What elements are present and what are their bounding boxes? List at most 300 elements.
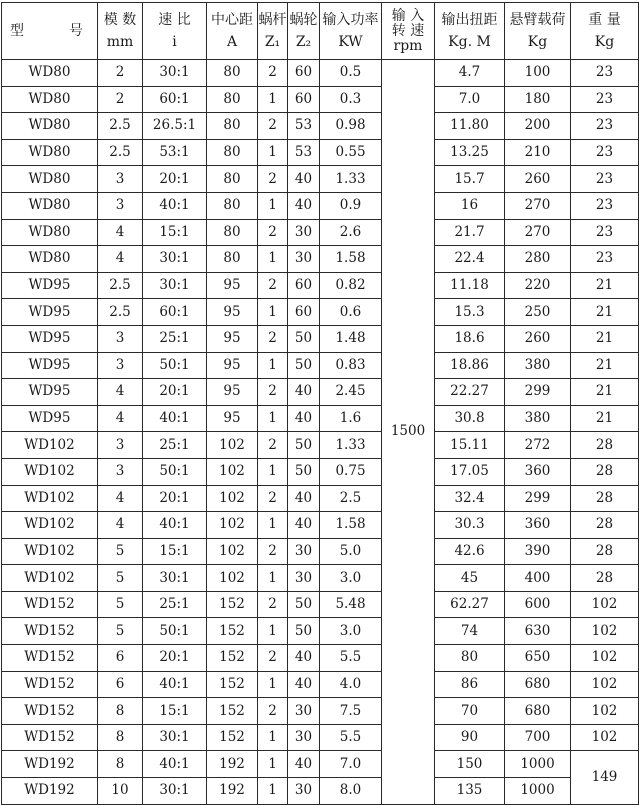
cell-model: WD152 (2, 671, 98, 698)
cell-modulus: 3 (98, 325, 143, 352)
cell-ratio: 50:1 (143, 618, 207, 645)
cell-weight: 102 (571, 724, 639, 751)
cell-worm-z1: 2 (258, 272, 288, 299)
cell-worm-z1: 2 (258, 325, 288, 352)
table-row (2, 379, 639, 406)
cell-cantilever-load: 380 (505, 352, 571, 379)
cell-weight: 28 (571, 432, 639, 459)
table-row (2, 778, 639, 805)
cell-output-torque: 4.7 (435, 60, 505, 87)
cell-weight: 102 (571, 591, 639, 618)
table-row (2, 166, 639, 193)
cell-modulus: 2.5 (98, 113, 143, 140)
cell-wheel-z2: 40 (288, 485, 320, 512)
cell-cantilever-load: 280 (505, 246, 571, 273)
cell-output-torque: 32.4 (435, 485, 505, 512)
cell-modulus: 10 (98, 778, 143, 805)
cell-cantilever-load: 1000 (505, 751, 571, 778)
table-body (2, 60, 639, 805)
cell-model: WD102 (2, 512, 98, 539)
table-row (2, 618, 639, 645)
cell-worm-z1: 2 (258, 591, 288, 618)
cell-output-torque: 13.25 (435, 139, 505, 166)
table-row (2, 219, 639, 246)
cell-input-power: 2.6 (320, 219, 382, 246)
cell-wheel-z2: 60 (288, 86, 320, 113)
table-row (2, 139, 639, 166)
cell-input-power: 1.58 (320, 246, 382, 273)
cell-output-torque: 86 (435, 671, 505, 698)
table-row (2, 591, 639, 618)
cell-modulus: 8 (98, 751, 143, 778)
cell-cantilever-load: 180 (505, 86, 571, 113)
cell-input-power: 7.5 (320, 698, 382, 725)
cell-worm-z1: 1 (258, 299, 288, 326)
cell-weight: 28 (571, 458, 639, 485)
cell-output-torque: 70 (435, 698, 505, 725)
cell-input-power: 0.75 (320, 458, 382, 485)
cell-weight: 28 (571, 512, 639, 539)
cell-worm-z1: 1 (258, 192, 288, 219)
cell-output-torque: 15.11 (435, 432, 505, 459)
table-row (2, 432, 639, 459)
cell-input-power: 1.33 (320, 432, 382, 459)
cell-input-power: 0.5 (320, 60, 382, 87)
cell-wheel-z2: 40 (288, 192, 320, 219)
cell-ratio: 20:1 (143, 379, 207, 406)
cell-wheel-z2: 40 (288, 751, 320, 778)
cell-center-distance: 192 (207, 778, 258, 805)
cell-input-power: 5.5 (320, 645, 382, 672)
table-row (2, 272, 639, 299)
table-row (2, 751, 639, 778)
cell-model: WD102 (2, 485, 98, 512)
cell-model: WD95 (2, 352, 98, 379)
cell-wheel-z2: 50 (288, 618, 320, 645)
cell-weight: 21 (571, 299, 639, 326)
cell-output-torque: 16 (435, 192, 505, 219)
cell-modulus: 5 (98, 538, 143, 565)
cell-output-torque: 30.3 (435, 512, 505, 539)
cell-center-distance: 192 (207, 751, 258, 778)
cell-output-torque: 18.86 (435, 352, 505, 379)
table-row (2, 192, 639, 219)
cell-output-torque: 21.7 (435, 219, 505, 246)
cell-model: WD80 (2, 139, 98, 166)
cell-modulus: 2.5 (98, 139, 143, 166)
cell-ratio: 15:1 (143, 219, 207, 246)
cell-cantilever-load: 600 (505, 591, 571, 618)
cell-input-power: 3.0 (320, 618, 382, 645)
cell-wheel-z2: 30 (288, 724, 320, 751)
cell-weight: 23 (571, 192, 639, 219)
cell-cantilever-load: 299 (505, 379, 571, 406)
cell-center-distance: 102 (207, 485, 258, 512)
cell-modulus: 2 (98, 60, 143, 87)
reducer-spec-table (1, 2, 639, 805)
cell-weight: 21 (571, 272, 639, 299)
cell-center-distance: 95 (207, 352, 258, 379)
cell-input-power: 8.0 (320, 778, 382, 805)
cell-worm-z1: 1 (258, 671, 288, 698)
cell-worm-z1: 1 (258, 751, 288, 778)
cell-modulus: 4 (98, 512, 143, 539)
cell-input-power: 0.98 (320, 113, 382, 140)
cell-modulus: 8 (98, 724, 143, 751)
cell-worm-z1: 2 (258, 113, 288, 140)
cell-output-torque: 22.27 (435, 379, 505, 406)
cell-ratio: 15:1 (143, 698, 207, 725)
table-row (2, 405, 639, 432)
cell-model: WD102 (2, 538, 98, 565)
cell-ratio: 40:1 (143, 751, 207, 778)
cell-modulus: 8 (98, 698, 143, 725)
cell-center-distance: 152 (207, 671, 258, 698)
table-row (2, 724, 639, 751)
cell-output-torque: 30.8 (435, 405, 505, 432)
cell-wheel-z2: 50 (288, 432, 320, 459)
cell-wheel-z2: 50 (288, 458, 320, 485)
cell-ratio: 30:1 (143, 565, 207, 592)
cell-weight: 21 (571, 352, 639, 379)
col-header-weight: 重 量 Kg (571, 3, 639, 60)
cell-cantilever-load: 650 (505, 645, 571, 672)
table-row (2, 538, 639, 565)
cell-center-distance: 152 (207, 698, 258, 725)
cell-cantilever-load: 360 (505, 512, 571, 539)
cell-model: WD192 (2, 751, 98, 778)
table-row (2, 86, 639, 113)
cell-center-distance: 80 (207, 139, 258, 166)
cell-worm-z1: 2 (258, 379, 288, 406)
cell-worm-z1: 1 (258, 139, 288, 166)
cell-model: WD102 (2, 432, 98, 459)
cell-input-power: 0.55 (320, 139, 382, 166)
cell-cantilever-load: 380 (505, 405, 571, 432)
table-row (2, 512, 639, 539)
cell-cantilever-load: 700 (505, 724, 571, 751)
cell-input-power: 0.83 (320, 352, 382, 379)
cell-input-power: 0.9 (320, 192, 382, 219)
cell-weight: 21 (571, 325, 639, 352)
cell-worm-z1: 1 (258, 618, 288, 645)
cell-cantilever-load: 260 (505, 325, 571, 352)
cell-worm-z1: 2 (258, 60, 288, 87)
cell-modulus: 5 (98, 618, 143, 645)
cell-modulus: 6 (98, 671, 143, 698)
cell-cantilever-load: 270 (505, 219, 571, 246)
cell-output-torque: 62.27 (435, 591, 505, 618)
cell-input-power: 0.3 (320, 86, 382, 113)
table-row (2, 671, 639, 698)
cell-modulus: 2.5 (98, 272, 143, 299)
cell-center-distance: 95 (207, 299, 258, 326)
cell-worm-z1: 2 (258, 485, 288, 512)
cell-worm-z1: 1 (258, 565, 288, 592)
cell-modulus: 6 (98, 645, 143, 672)
cell-weight: 23 (571, 166, 639, 193)
col-header-input-power: 输入功率 KW (320, 3, 382, 60)
cell-ratio: 20:1 (143, 485, 207, 512)
cell-weight: 23 (571, 113, 639, 140)
cell-cantilever-load: 630 (505, 618, 571, 645)
cell-cantilever-load: 390 (505, 538, 571, 565)
cell-cantilever-load: 680 (505, 698, 571, 725)
table-row (2, 299, 639, 326)
cell-ratio: 40:1 (143, 671, 207, 698)
cell-input-power: 0.82 (320, 272, 382, 299)
cell-modulus: 3 (98, 432, 143, 459)
cell-model: WD102 (2, 458, 98, 485)
cell-ratio: 15:1 (143, 538, 207, 565)
cell-cantilever-load: 360 (505, 458, 571, 485)
cell-output-torque: 11.18 (435, 272, 505, 299)
cell-model: WD80 (2, 192, 98, 219)
col-header-worm: 蜗杆 Z₁ (258, 3, 288, 60)
cell-input-speed: 1500 (382, 60, 435, 805)
cell-ratio: 20:1 (143, 166, 207, 193)
cell-input-power: 1.6 (320, 405, 382, 432)
cell-wheel-z2: 40 (288, 405, 320, 432)
cell-output-torque: 45 (435, 565, 505, 592)
cell-worm-z1: 2 (258, 432, 288, 459)
table-row (2, 565, 639, 592)
table-row (2, 352, 639, 379)
cell-wheel-z2: 30 (288, 698, 320, 725)
cell-wheel-z2: 60 (288, 60, 320, 87)
cell-modulus: 4 (98, 246, 143, 273)
cell-center-distance: 102 (207, 538, 258, 565)
cell-ratio: 60:1 (143, 86, 207, 113)
cell-ratio: 30:1 (143, 272, 207, 299)
cell-center-distance: 102 (207, 565, 258, 592)
cell-worm-z1: 1 (258, 458, 288, 485)
cell-output-torque: 90 (435, 724, 505, 751)
cell-model: WD152 (2, 645, 98, 672)
cell-center-distance: 102 (207, 432, 258, 459)
cell-input-power: 7.0 (320, 751, 382, 778)
cell-modulus: 3 (98, 166, 143, 193)
table-row (2, 698, 639, 725)
cell-input-power: 5.48 (320, 591, 382, 618)
cell-input-power: 2.45 (320, 379, 382, 406)
cell-center-distance: 95 (207, 272, 258, 299)
cell-input-power: 1.33 (320, 166, 382, 193)
cell-weight: 23 (571, 60, 639, 87)
cell-weight: 21 (571, 405, 639, 432)
cell-cantilever-load: 250 (505, 299, 571, 326)
header-row (2, 3, 639, 60)
cell-ratio: 30:1 (143, 778, 207, 805)
cell-worm-z1: 1 (258, 512, 288, 539)
cell-wheel-z2: 60 (288, 272, 320, 299)
cell-ratio: 30:1 (143, 724, 207, 751)
cell-weight: 23 (571, 86, 639, 113)
col-header-output-torque: 输出扭距 Kg. M (435, 3, 505, 60)
cell-weight: 102 (571, 618, 639, 645)
cell-ratio: 40:1 (143, 405, 207, 432)
cell-model: WD152 (2, 618, 98, 645)
cell-weight: 102 (571, 698, 639, 725)
cell-ratio: 26.5:1 (143, 113, 207, 140)
cell-input-power: 1.48 (320, 325, 382, 352)
cell-wheel-z2: 30 (288, 538, 320, 565)
cell-wheel-z2: 40 (288, 512, 320, 539)
col-header-ratio: 速 比 i (143, 3, 207, 60)
cell-model: WD80 (2, 219, 98, 246)
cell-ratio: 30:1 (143, 60, 207, 87)
cell-model: WD95 (2, 379, 98, 406)
cell-ratio: 25:1 (143, 432, 207, 459)
cell-output-torque: 22.4 (435, 246, 505, 273)
cell-ratio: 40:1 (143, 512, 207, 539)
cell-output-torque: 15.7 (435, 166, 505, 193)
cell-worm-z1: 2 (258, 166, 288, 193)
cell-ratio: 25:1 (143, 325, 207, 352)
cell-modulus: 4 (98, 405, 143, 432)
cell-wheel-z2: 40 (288, 645, 320, 672)
cell-ratio: 40:1 (143, 192, 207, 219)
table-row (2, 485, 639, 512)
cell-worm-z1: 1 (258, 724, 288, 751)
cell-model: WD152 (2, 698, 98, 725)
col-header-input-speed: 输 入 转 速 rpm (382, 3, 435, 60)
cell-modulus: 2 (98, 86, 143, 113)
cell-weight: 102 (571, 671, 639, 698)
cell-cantilever-load: 220 (505, 272, 571, 299)
cell-center-distance: 95 (207, 325, 258, 352)
cell-wheel-z2: 40 (288, 166, 320, 193)
cell-center-distance: 80 (207, 60, 258, 87)
cell-center-distance: 80 (207, 219, 258, 246)
cell-input-power: 0.6 (320, 299, 382, 326)
cell-wheel-z2: 30 (288, 219, 320, 246)
cell-model: WD95 (2, 272, 98, 299)
cell-cantilever-load: 299 (505, 485, 571, 512)
cell-ratio: 50:1 (143, 458, 207, 485)
cell-worm-z1: 2 (258, 219, 288, 246)
cell-input-power: 5.5 (320, 724, 382, 751)
cell-output-torque: 42.6 (435, 538, 505, 565)
cell-output-torque: 150 (435, 751, 505, 778)
cell-wheel-z2: 53 (288, 113, 320, 140)
cell-model: WD80 (2, 86, 98, 113)
cell-model: WD95 (2, 325, 98, 352)
cell-cantilever-load: 210 (505, 139, 571, 166)
cell-cantilever-load: 260 (505, 166, 571, 193)
cell-ratio: 30:1 (143, 246, 207, 273)
cell-worm-z1: 2 (258, 698, 288, 725)
cell-output-torque: 17.05 (435, 458, 505, 485)
cell-modulus: 5 (98, 565, 143, 592)
cell-wheel-z2: 50 (288, 325, 320, 352)
cell-center-distance: 102 (207, 458, 258, 485)
cell-cantilever-load: 270 (505, 192, 571, 219)
cell-input-power: 2.5 (320, 485, 382, 512)
cell-cantilever-load: 100 (505, 60, 571, 87)
cell-weight: 28 (571, 538, 639, 565)
cell-output-torque: 7.0 (435, 86, 505, 113)
cell-modulus: 4 (98, 485, 143, 512)
cell-modulus: 2.5 (98, 299, 143, 326)
cell-ratio: 25:1 (143, 591, 207, 618)
table-row (2, 113, 639, 140)
table-row (2, 325, 639, 352)
cell-cantilever-load: 1000 (505, 778, 571, 805)
cell-input-power: 5.0 (320, 538, 382, 565)
cell-model: WD102 (2, 565, 98, 592)
cell-model: WD95 (2, 405, 98, 432)
cell-wheel-z2: 30 (288, 246, 320, 273)
cell-output-torque: 11.80 (435, 113, 505, 140)
cell-weight: 21 (571, 379, 639, 406)
cell-output-torque: 135 (435, 778, 505, 805)
cell-cantilever-load: 680 (505, 671, 571, 698)
cell-output-torque: 80 (435, 645, 505, 672)
cell-model: WD80 (2, 113, 98, 140)
cell-worm-z1: 1 (258, 246, 288, 273)
cell-weight: 23 (571, 219, 639, 246)
cell-output-torque: 15.3 (435, 299, 505, 326)
cell-modulus: 4 (98, 379, 143, 406)
col-header-cantilever-load: 悬臂载荷 Kg (505, 3, 571, 60)
cell-model: WD80 (2, 166, 98, 193)
cell-model: WD152 (2, 724, 98, 751)
cell-wheel-z2: 53 (288, 139, 320, 166)
cell-ratio: 50:1 (143, 352, 207, 379)
cell-modulus: 4 (98, 219, 143, 246)
cell-center-distance: 152 (207, 724, 258, 751)
cell-wheel-z2: 40 (288, 379, 320, 406)
cell-modulus: 3 (98, 458, 143, 485)
cell-center-distance: 80 (207, 246, 258, 273)
table-row (2, 645, 639, 672)
cell-model: WD152 (2, 591, 98, 618)
cell-weight: 23 (571, 139, 639, 166)
cell-input-power: 4.0 (320, 671, 382, 698)
cell-wheel-z2: 50 (288, 591, 320, 618)
cell-weight: 102 (571, 645, 639, 672)
cell-center-distance: 80 (207, 113, 258, 140)
cell-wheel-z2: 50 (288, 352, 320, 379)
cell-wheel-z2: 60 (288, 299, 320, 326)
cell-cantilever-load: 272 (505, 432, 571, 459)
cell-wheel-z2: 30 (288, 778, 320, 805)
cell-model: WD95 (2, 299, 98, 326)
cell-cantilever-load: 400 (505, 565, 571, 592)
cell-worm-z1: 2 (258, 645, 288, 672)
cell-center-distance: 152 (207, 645, 258, 672)
cell-input-power: 1.58 (320, 512, 382, 539)
cell-weight: 149 (571, 751, 639, 804)
cell-ratio: 60:1 (143, 299, 207, 326)
cell-center-distance: 102 (207, 512, 258, 539)
col-header-wheel: 蜗轮 Z₂ (288, 3, 320, 60)
cell-modulus: 3 (98, 352, 143, 379)
cell-center-distance: 80 (207, 86, 258, 113)
cell-weight: 23 (571, 246, 639, 273)
col-header-center-distance: 中心距 A (207, 3, 258, 60)
cell-wheel-z2: 40 (288, 671, 320, 698)
cell-weight: 28 (571, 565, 639, 592)
table-row (2, 60, 639, 87)
cell-output-torque: 74 (435, 618, 505, 645)
cell-weight: 28 (571, 485, 639, 512)
cell-center-distance: 95 (207, 379, 258, 406)
cell-center-distance: 80 (207, 192, 258, 219)
cell-modulus: 5 (98, 591, 143, 618)
col-header-modulus: 模 数 mm (98, 3, 143, 60)
